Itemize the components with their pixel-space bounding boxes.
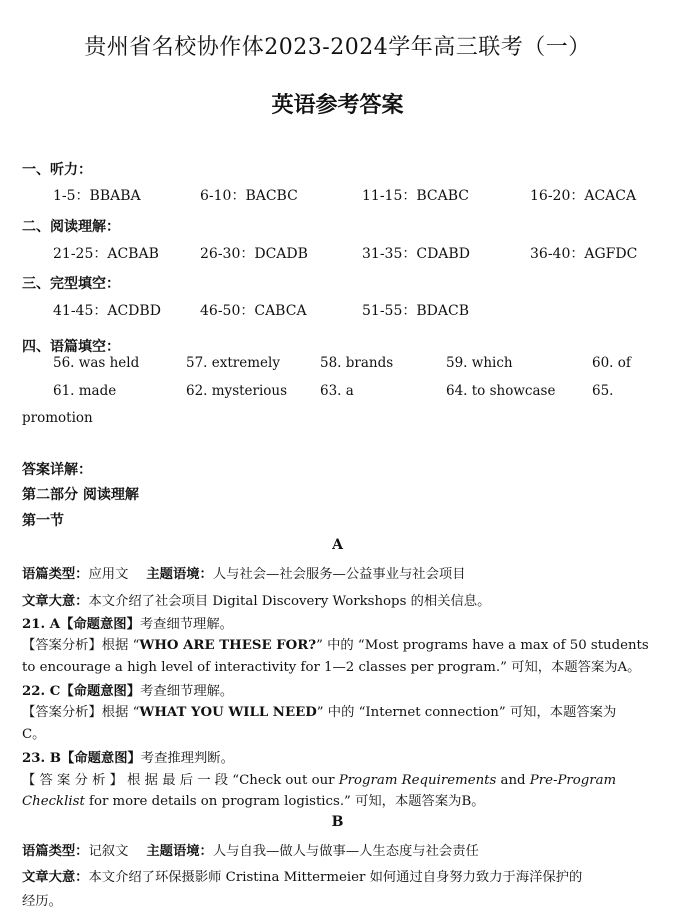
answer-range: 26-30：DCADB: [200, 246, 308, 262]
question-23-intent: 23. B【命题意图】考查推理判断。: [22, 751, 234, 766]
answer-range: 31-35：CDABD: [362, 246, 470, 262]
type-value: 应用文: [88, 567, 129, 582]
fill-answer: 61. made: [53, 383, 117, 399]
question-21-analysis-line1: 【答案分析】根据 “WHO ARE THESE FOR?” 中的 “Most programs have a max of 50 students: [22, 638, 649, 653]
answer-range: 6-10：BACBC: [200, 188, 298, 204]
question-22-intent: 22. C【命题意图】考查细节理解。: [22, 684, 234, 699]
theme-label: 主题语境：: [146, 844, 213, 859]
document-subtitle: 英语参考答案: [271, 92, 404, 118]
document-title: 贵州省名校协作体2023-2024学年高三联考（一）: [84, 35, 591, 60]
question-22-analysis-line1: 【答案分析】根据 “WHAT YOU WILL NEED” 中的 “Internet connection” 可知，本题答案为: [22, 705, 617, 720]
passage-b-type-line: [22, 840, 479, 859]
fill-answer: 64. to showcase: [446, 383, 556, 399]
fill-answer: 60. of: [592, 355, 631, 371]
summary-label: 文章大意：: [22, 870, 89, 885]
answer-range: 51-55：BDACB: [362, 303, 469, 319]
answer-range: 46-50：CABCA: [200, 303, 307, 319]
theme-value: 人与自我—做人与做事—人生态度与社会责任: [212, 844, 479, 859]
answer-range: 36-40：AGFDC: [530, 246, 638, 262]
summary-label: 文章大意：: [22, 594, 89, 609]
passage-label-b: B: [331, 814, 344, 830]
theme-label: 主题语境：: [146, 567, 213, 582]
section-heading-reading: 二、阅读理解：: [22, 219, 120, 235]
fill-answer: 65.: [592, 383, 614, 399]
fill-answer: 59. which: [446, 355, 513, 371]
answer-range: 41-45：ACDBD: [53, 303, 161, 319]
question-21-analysis-line2: to encourage a high level of interactivity for 1—2 classes per program.” 可知，本题答案为A。: [22, 660, 641, 675]
type-label: 语篇类型：: [22, 844, 89, 859]
fill-answer: 57. extremely: [186, 355, 280, 371]
summary-value: 本文介绍了社会项目 Digital Discovery Workshops 的相关信息。: [88, 594, 491, 609]
details-heading: 答案详解：: [22, 462, 92, 478]
fill-answer-continued: promotion: [22, 410, 93, 426]
passage-a-summary-line: [22, 590, 490, 609]
passage-b-summary-line2: 经历。: [22, 894, 62, 909]
fill-answer: 63. a: [320, 383, 354, 399]
answer-range: 1-5：BBABA: [53, 188, 141, 204]
passage-b-summary-line: [22, 866, 582, 885]
type-label: 语篇类型：: [22, 567, 89, 582]
section-heading-cloze: 三、完型填空：: [22, 276, 120, 292]
answer-range: 21-25：ACBAB: [53, 246, 159, 262]
section-heading-listening: 一、听力：: [22, 162, 92, 178]
question-21-intent: 21. A【命题意图】考查细节理解。: [22, 617, 233, 632]
summary-value: 本文介绍了环保摄影师 Cristina Mittermeier 如何通过自身努力致力于海洋保护的: [88, 870, 583, 885]
part-heading: 第二部分 阅读理解: [22, 487, 139, 503]
section-label: 第一节: [22, 513, 64, 529]
passage-label-a: A: [332, 537, 343, 553]
question-23-analysis-line1: 【 答 案 分 析 】 根 据 最 后 一 段 “Check out our Program Requirements and Pre-Program: [22, 773, 617, 788]
question-22-analysis-line2: C。: [22, 727, 46, 742]
fill-answer: 58. brands: [320, 355, 394, 371]
theme-value: 人与社会—社会服务—公益事业与社会项目: [212, 567, 466, 582]
type-value: 记叙文: [88, 844, 129, 859]
fill-answer: 56. was held: [53, 355, 140, 371]
section-heading-grammar: 四、语篇填空：: [22, 339, 120, 355]
answer-range: 11-15：BCABC: [362, 188, 469, 204]
fill-answer: 62. mysterious: [186, 383, 288, 399]
answer-range: 16-20：ACACA: [530, 188, 637, 204]
question-23-analysis-line2: Checklist for more details on program logistics.” 可知，本题答案为B。: [22, 794, 485, 809]
passage-a-type-line: [22, 563, 466, 582]
